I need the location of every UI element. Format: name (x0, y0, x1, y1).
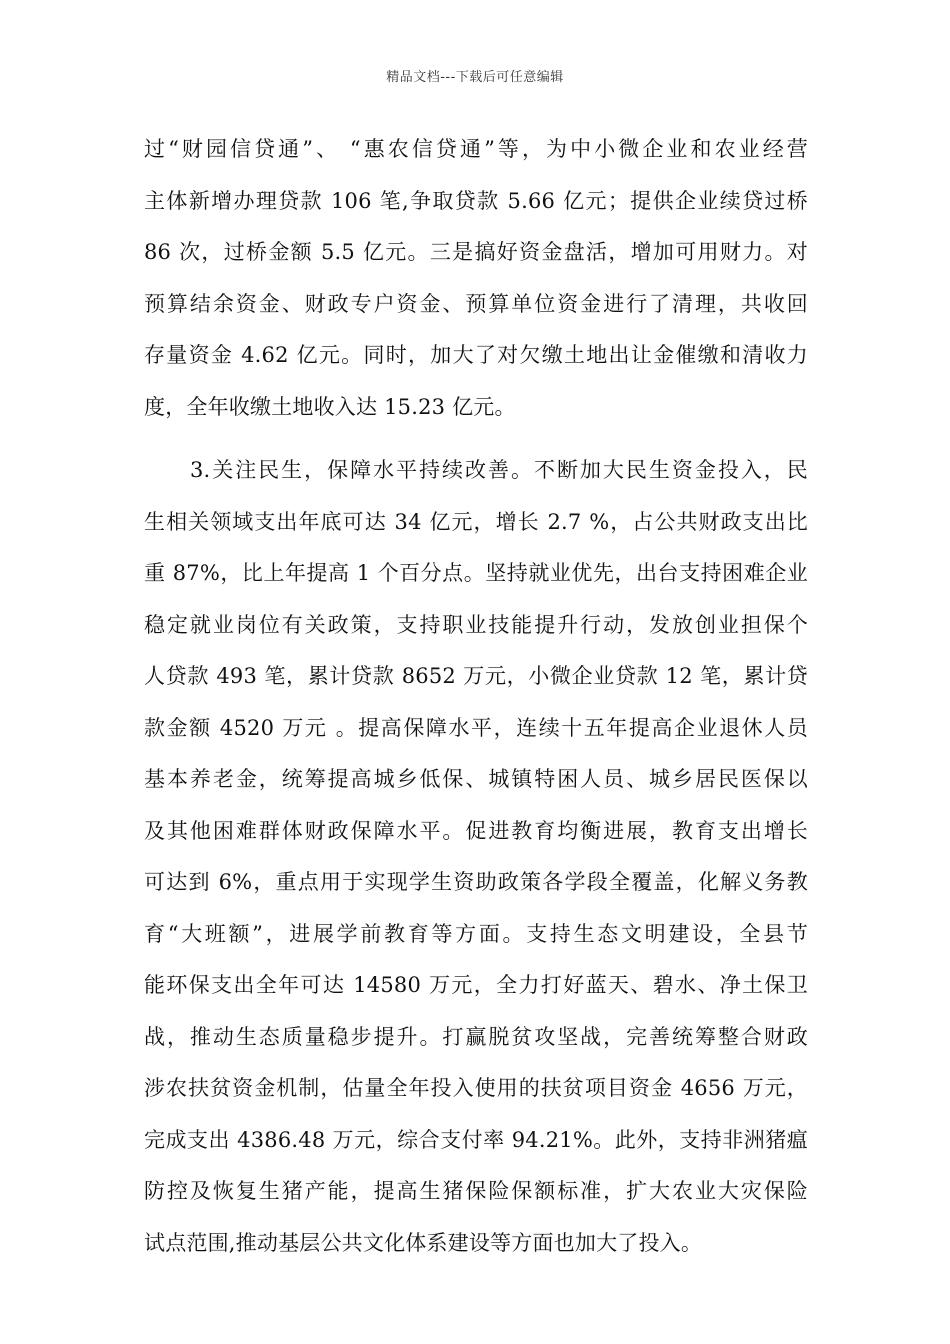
paragraph-1 (144, 124, 808, 433)
text-line: 款金额 4520 万元 。提高保障水平，连续十五年提高企业退休人员 (144, 715, 808, 740)
text-line: 稳定就业岗位有关政策，支持职业技能提升行动，发放创业担保个 (144, 612, 808, 637)
text-line: 及其他困难群体财政保障水平。促进教育均衡进展，教育支出增长 (144, 818, 808, 843)
text-line: 基本养老金，统筹提高城乡低保、城镇特困人员、城乡居民医保以 (144, 767, 808, 791)
text-line: 重 87%，比上年提高 1 个百分点。坚持就业优先，出台支持困难企业 (144, 561, 808, 585)
text-line: 度，全年收缴土地收入达 15.23 亿元。 (144, 394, 516, 419)
text-line: 3.关注民生，保障水平持续改善。不断加大民生资金投入，民 (190, 458, 808, 482)
text-line: 主体新增办理贷款 106 笔,争取贷款 5.66 亿元；提供企业续贷过桥 (144, 188, 808, 213)
text-line: 预算结余资金、财政专户资金、预算单位资金进行了清理，共收回 (144, 291, 808, 316)
text-line: 育“大班额”，进展学前教育等方面。支持生态文明建设，全县节 (144, 921, 808, 946)
text-line: 存量资金 4.62 亿元。同时，加大了对欠缴土地出让金催缴和清收力 (144, 343, 808, 367)
text-line: 86 次，过桥金额 5.5 亿元。三是搞好资金盘活，增加可用财力。对 (144, 240, 808, 264)
document-body (144, 124, 808, 1269)
paragraph-2 (144, 445, 808, 1269)
text-line: 过“财园信贷通”、 “惠农信贷通”等，为中小微企业和农业经营 (144, 137, 808, 161)
text-line: 防控及恢复生猪产能，提高生猪保险保额标准，扩大农业大灾保险 (144, 1179, 808, 1203)
text-line: 能环保支出全年可达 14580 万元，全力打好蓝天、碧水、净土保卫 (144, 973, 808, 997)
page-header: 精品文档---下载后可任意编辑 (386, 70, 564, 85)
text-line: 完成支出 4386.48 万元，综合支付率 94.21%。此外，支持非洲猪瘟 (144, 1127, 808, 1152)
text-line: 生相关领域支出年底可达 34 亿元，增长 2.7 %，占公共财政支出比 (144, 509, 808, 534)
text-line: 人贷款 493 笔，累计贷款 8652 万元，小微企业贷款 12 笔，累计贷 (144, 664, 808, 688)
text-line: 可达到 6%，重点用于实现学生资助政策各学段全覆盖，化解义务教 (144, 870, 808, 894)
text-line: 试点范围,推动基层公共文化体系建设等方面也加大了投入。 (144, 1230, 703, 1255)
text-line: 战，推动生态质量稳步提升。打赢脱贫攻坚战，完善统筹整合财政 (144, 1024, 808, 1049)
text-line: 涉农扶贫资金机制，估量全年投入使用的扶贫项目资金 4656 万元， (144, 1076, 808, 1100)
